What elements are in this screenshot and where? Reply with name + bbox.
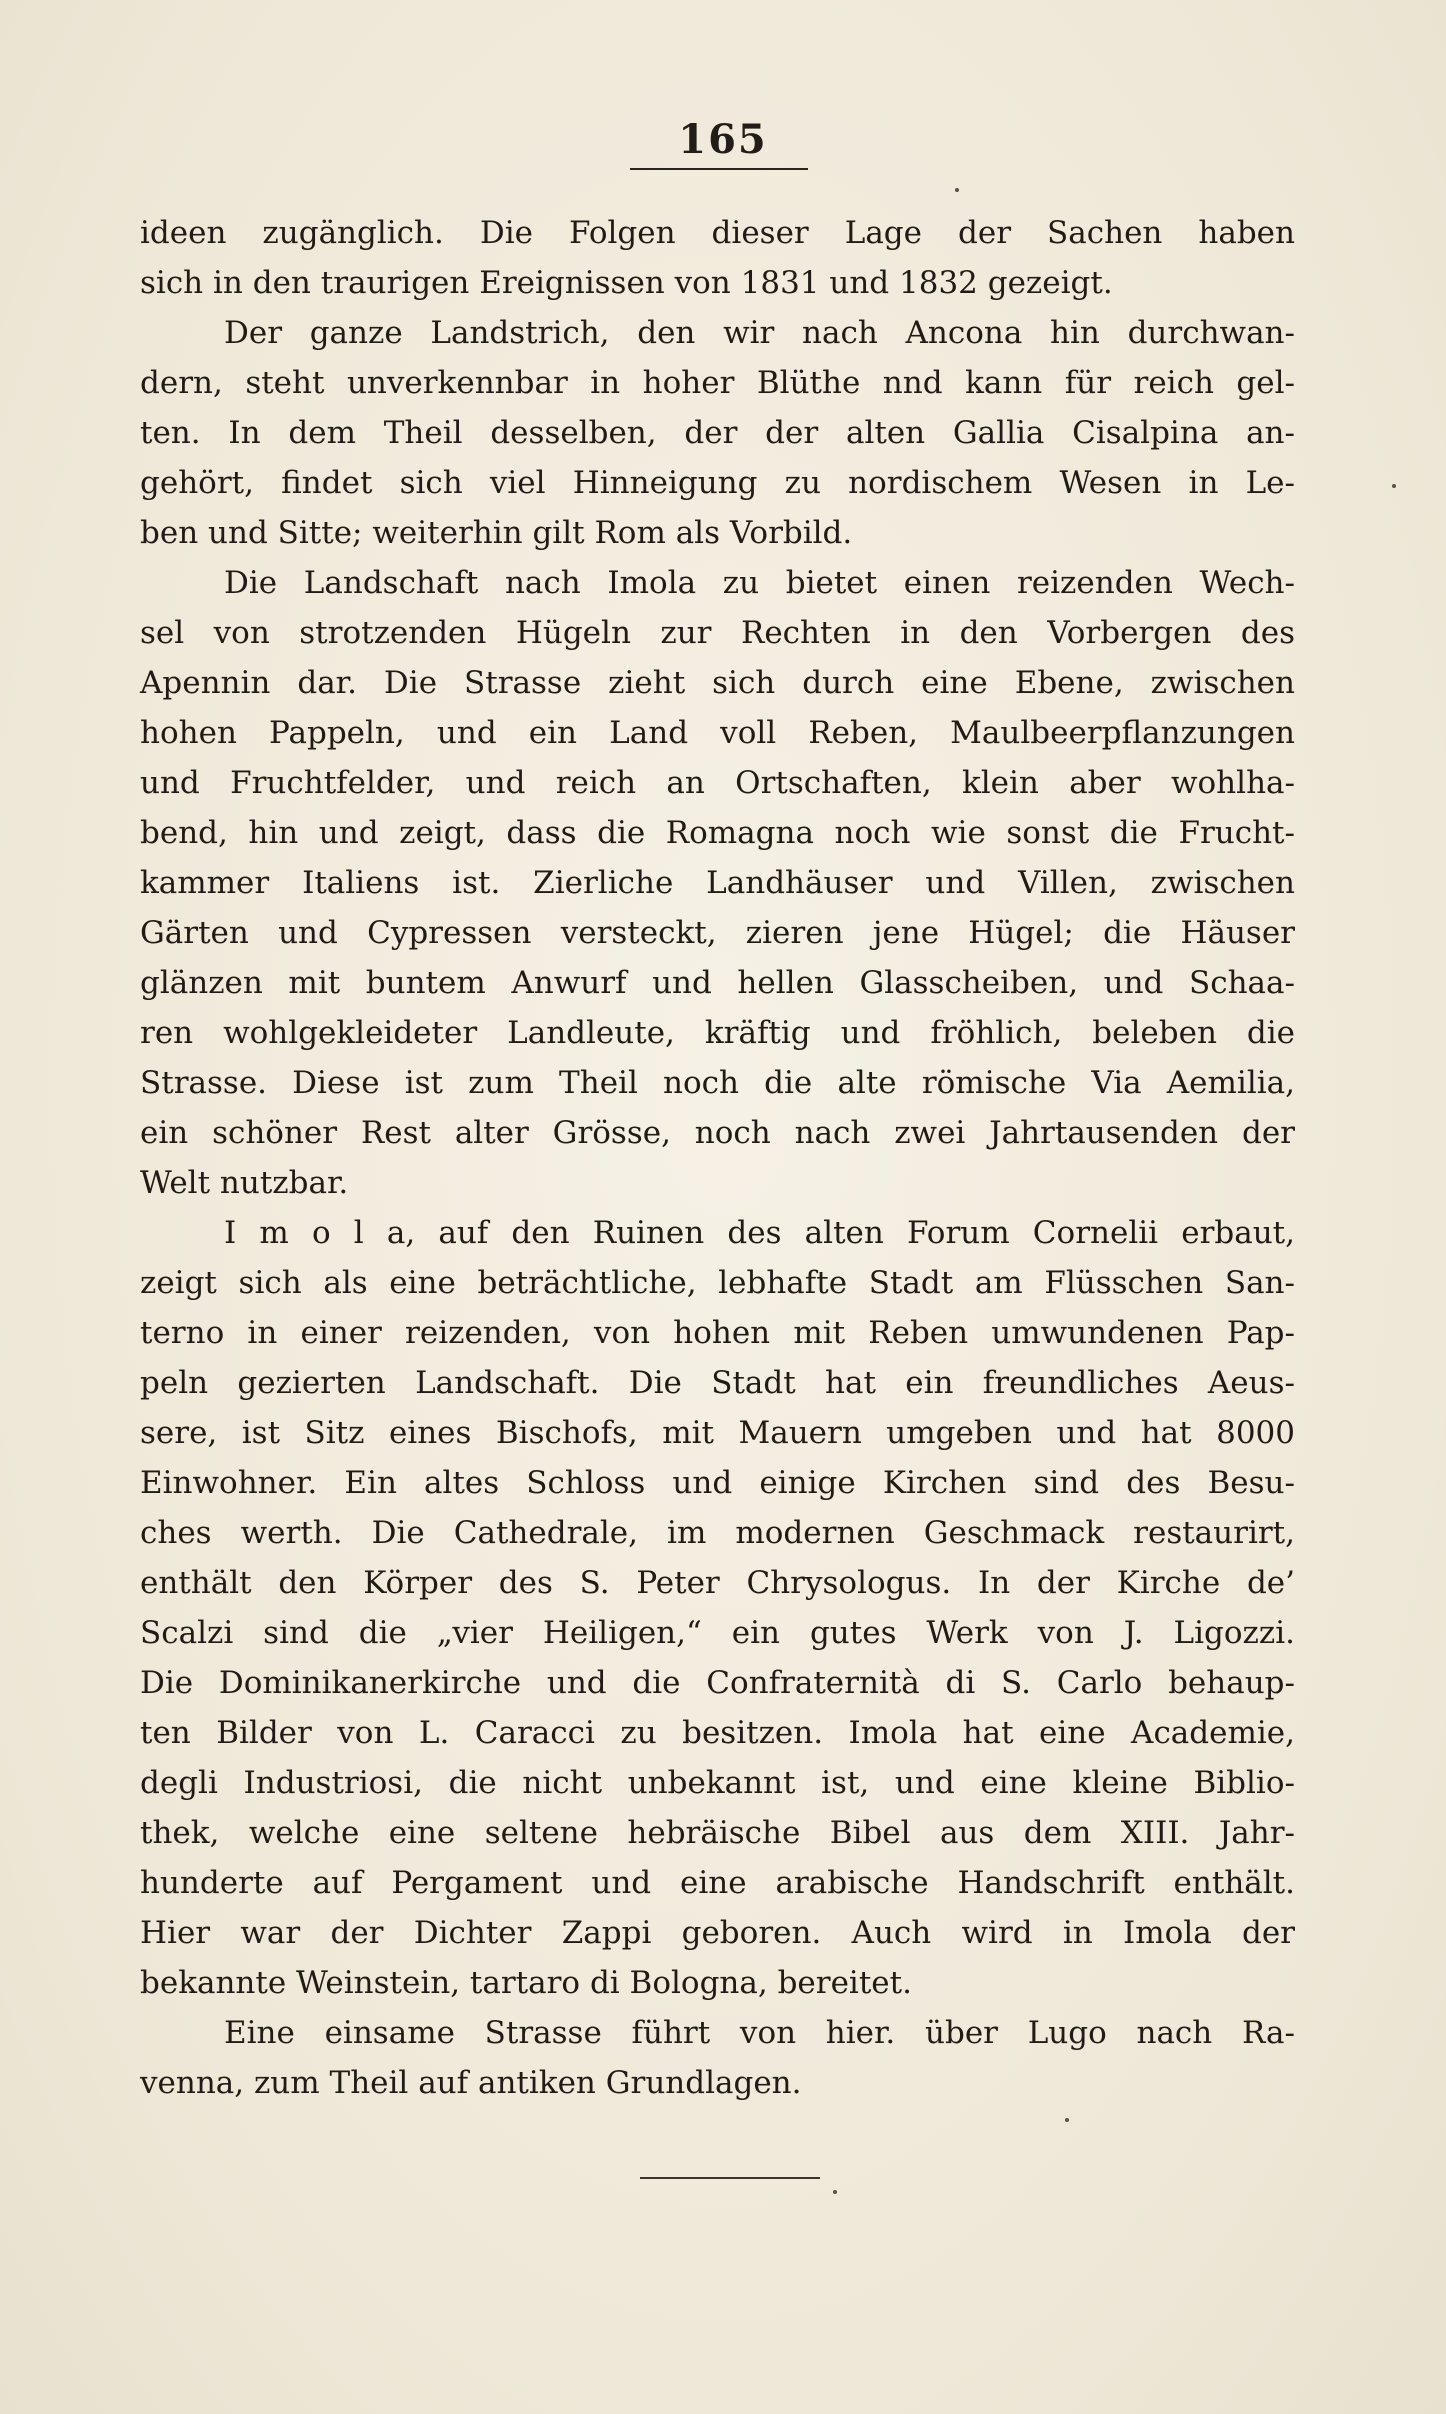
- page-number: 165: [678, 116, 768, 163]
- text-line: venna, zum Theil auf antiken Grundlagen.: [140, 2065, 802, 2101]
- text-line: peln gezierten Landschaft. Die Stadt hat ein freundliches Aeus-: [140, 1365, 1295, 1401]
- text-line: Die Landschaft nach Imola zu bietet einen reizenden Wech-: [224, 565, 1295, 601]
- text-line: terno in einer reizenden, von hohen mit Reben umwundenen Pap-: [140, 1315, 1295, 1351]
- text-line: Strasse. Diese ist zum Theil noch die alte römische Via Aemilia,: [140, 1065, 1295, 1101]
- text-line: sich in den traurigen Ereignissen von 1831 und 1832 gezeigt.: [140, 265, 1113, 301]
- text-line: bekannte Weinstein, tartaro di Bologna, bereitet.: [140, 1965, 912, 2001]
- text-line: ein schöner Rest alter Grösse, noch nach zwei Jahrtausenden der: [140, 1115, 1295, 1151]
- text-line: Der ganze Landstrich, den wir nach Ancona hin durchwan-: [224, 315, 1295, 351]
- body-text: [140, 208, 1295, 2108]
- text-line: thek, welche eine seltene hebräische Bibel aus dem XIII. Jahr-: [140, 1815, 1295, 1851]
- header-rule: [630, 168, 808, 170]
- text-line: ten Bilder von L. Caracci zu besitzen. Imola hat eine Academie,: [140, 1715, 1295, 1751]
- text-line: und Fruchtfelder, und reich an Ortschaften, klein aber wohlha-: [140, 765, 1295, 801]
- text-line: ches werth. Die Cathedrale, im modernen Geschmack restaurirt,: [140, 1515, 1295, 1551]
- text-line: Gärten und Cypressen versteckt, zieren jene Hügel; die Häuser: [140, 915, 1295, 951]
- text-line: ten. In dem Theil desselben, der der alten Gallia Cisalpina an-: [140, 415, 1295, 451]
- paper-speck: [833, 2190, 837, 2194]
- footer-rule: [640, 2177, 820, 2179]
- text-line: dern, steht unverkennbar in hoher Blüthe nnd kann für reich gel-: [140, 365, 1295, 401]
- text-line: Apennin dar. Die Strasse zieht sich durch eine Ebene, zwischen: [140, 665, 1295, 701]
- text-line: kammer Italiens ist. Zierliche Landhäuser und Villen, zwischen: [140, 865, 1295, 901]
- text-line: Scalzi sind die „vier Heiligen,“ ein gutes Werk von J. Ligozzi.: [140, 1615, 1295, 1651]
- text-line: bend, hin und zeigt, dass die Romagna noch wie sonst die Frucht-: [140, 815, 1295, 851]
- text-line: Einwohner. Ein altes Schloss und einige Kirchen sind des Besu-: [140, 1465, 1295, 1501]
- text-line: Welt nutzbar.: [140, 1165, 349, 1201]
- paper-speck: [1392, 484, 1396, 488]
- text-line: sere, ist Sitz eines Bischofs, mit Mauern umgeben und hat 8000: [140, 1415, 1295, 1451]
- text-line: ben und Sitte; weiterhin gilt Rom als Vorbild.: [140, 515, 853, 551]
- text-line: Hier war der Dichter Zappi geboren. Auch wird in Imola der: [140, 1915, 1295, 1951]
- text-line: sel von strotzenden Hügeln zur Rechten in den Vorbergen des: [140, 615, 1295, 651]
- text-line: gehört, findet sich viel Hinneigung zu nordischem Wesen in Le-: [140, 465, 1295, 501]
- text-line: ideen zugänglich. Die Folgen dieser Lage der Sachen haben: [140, 215, 1295, 251]
- text-line: I m o l a, auf den Ruinen des alten Forum Cornelii erbaut,: [224, 1215, 1295, 1251]
- paper-speck: [955, 188, 959, 192]
- text-line: enthält den Körper des S. Peter Chrysologus. In der Kirche de’: [140, 1565, 1295, 1601]
- text-line: ren wohlgekleideter Landleute, kräftig und fröhlich, beleben die: [140, 1015, 1295, 1051]
- text-line: Eine einsame Strasse führt von hier. über Lugo nach Ra-: [224, 2015, 1295, 2051]
- text-line: degli Industriosi, die nicht unbekannt ist, und eine kleine Biblio-: [140, 1765, 1295, 1801]
- text-line: hunderte auf Pergament und eine arabische Handschrift enthält.: [140, 1865, 1295, 1901]
- text-line: Die Dominikanerkirche und die Confraternità di S. Carlo behaup-: [140, 1665, 1295, 1701]
- text-line: glänzen mit buntem Anwurf und hellen Glasscheiben, und Schaa-: [140, 965, 1295, 1001]
- text-line: hohen Pappeln, und ein Land voll Reben, Maulbeerpflanzungen: [140, 715, 1295, 751]
- text-line: zeigt sich als eine beträchtliche, lebhafte Stadt am Flüsschen San-: [140, 1265, 1295, 1301]
- paper-speck: [1065, 2118, 1069, 2122]
